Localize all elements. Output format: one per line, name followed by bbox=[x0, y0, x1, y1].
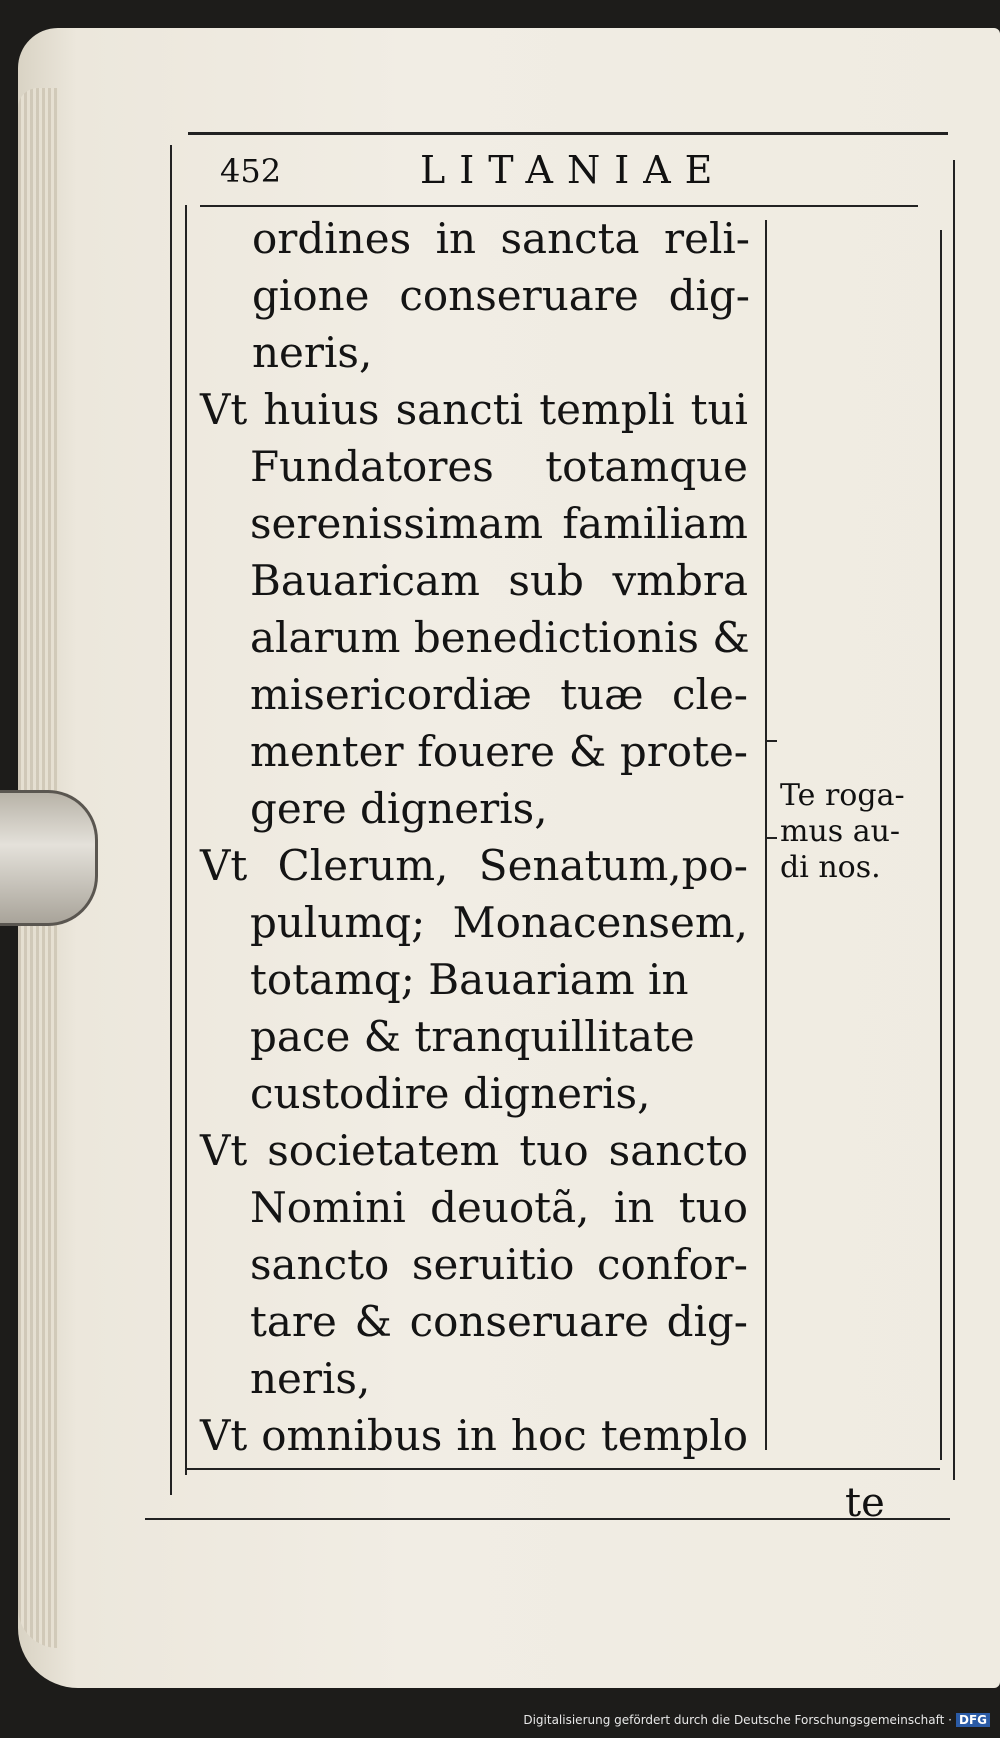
response-line: di nos. bbox=[780, 850, 881, 885]
text-line: ordines in sancta reli- bbox=[252, 214, 750, 263]
running-title: LITANIAE bbox=[420, 148, 727, 192]
text-line: Nomini deuotã, in tuo bbox=[250, 1183, 748, 1232]
text-line: gione conseruare dig- bbox=[252, 271, 750, 320]
frame-left-outer bbox=[170, 145, 172, 1495]
frame-right-inner bbox=[940, 230, 942, 1460]
header-rule bbox=[200, 205, 918, 207]
page-number: 452 bbox=[220, 152, 282, 190]
response-line: mus au- bbox=[780, 814, 901, 849]
text-line: pace & tranquillitate bbox=[250, 1012, 695, 1061]
text-line: Vt societatem tuo sancto bbox=[200, 1126, 748, 1175]
text-line: neris, bbox=[250, 1354, 371, 1403]
text-line: Vt omnibus in hoc templo bbox=[200, 1411, 748, 1460]
litany-text bbox=[200, 210, 760, 1464]
text-line: sancto seruitio confor- bbox=[250, 1240, 748, 1289]
text-line: pulumq; Monacensem, bbox=[250, 898, 748, 947]
text-line: serenissimam familiam bbox=[250, 499, 748, 548]
text-line: custodire digneris, bbox=[250, 1069, 651, 1118]
text-line: alarum benedictionis & bbox=[250, 613, 750, 662]
digitization-credit bbox=[523, 1713, 990, 1727]
text-line: tare & conseruare dig- bbox=[250, 1297, 748, 1346]
text-line: gere digneris, bbox=[250, 784, 548, 833]
litany-response bbox=[780, 778, 930, 886]
text-line: totamq; Bauariam in bbox=[250, 955, 689, 1004]
text-line: Vt huius sancti templi tui bbox=[200, 385, 748, 434]
page-header bbox=[220, 148, 900, 198]
response-line: Te roga- bbox=[780, 778, 905, 813]
catchword: te bbox=[845, 1480, 885, 1526]
frame-bottom-inner bbox=[185, 1468, 940, 1470]
text-line: Bauaricam sub vmbra bbox=[250, 556, 748, 605]
dfg-logo: DFG bbox=[956, 1713, 990, 1727]
text-line: misericordiæ tuæ cle- bbox=[250, 670, 748, 719]
book-clasp bbox=[0, 790, 98, 926]
frame-bottom-outer bbox=[145, 1518, 950, 1520]
text-line: neris, bbox=[252, 328, 373, 377]
frame-top-rule bbox=[188, 132, 948, 135]
credit-text: Digitalisierung gefördert durch die Deutsche Forschungsgemeinschaft · bbox=[523, 1713, 952, 1727]
frame-right-outer bbox=[953, 160, 955, 1480]
response-bracket bbox=[765, 740, 777, 839]
frame-left-inner bbox=[185, 205, 187, 1475]
text-line: Vt Clerum, Senatum,po- bbox=[200, 841, 748, 890]
text-line: Fundatores totamque bbox=[250, 442, 748, 491]
text-line: menter fouere & prote- bbox=[250, 727, 748, 776]
